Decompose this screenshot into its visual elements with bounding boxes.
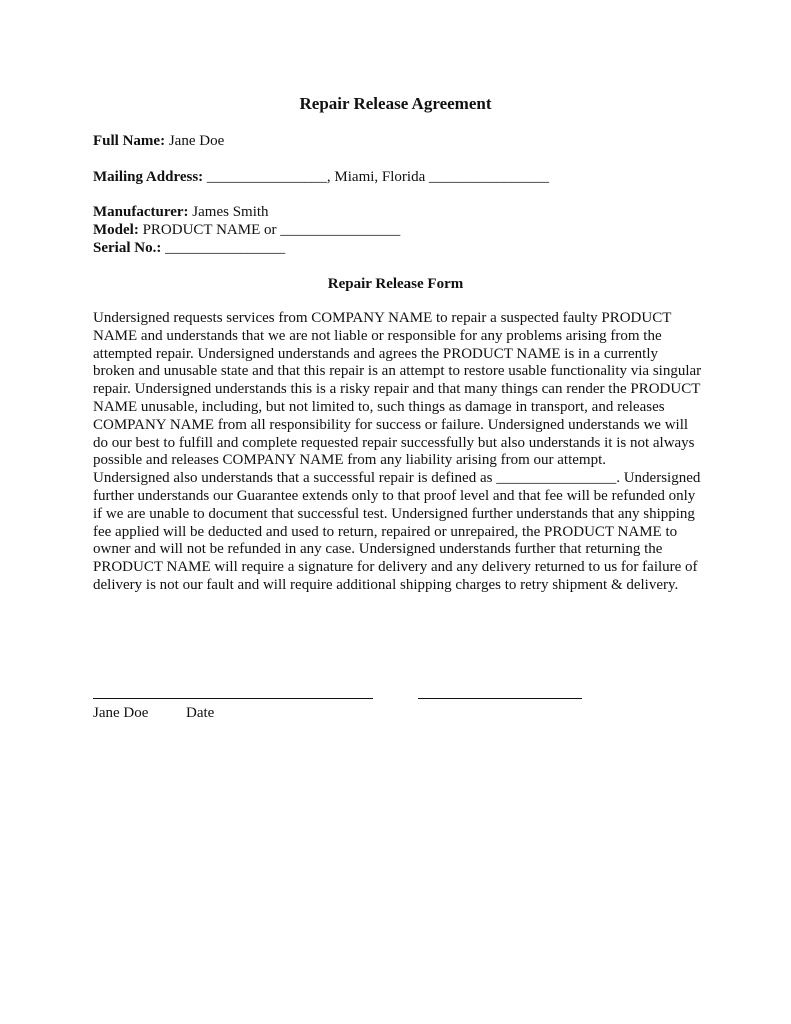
form-title: Repair Release Form xyxy=(327,276,464,292)
mailing-address-label: Mailing Address: xyxy=(93,169,204,185)
model-value: PRODUCT NAME or ________________ xyxy=(138,222,401,238)
model-field xyxy=(93,221,400,239)
signature-name: Jane Doe xyxy=(93,705,149,721)
agreement-body xyxy=(93,310,703,595)
manufacturer-label: Manufacturer: xyxy=(93,204,189,220)
serial-number-label: Serial No.: xyxy=(93,240,162,256)
serial-number-field xyxy=(93,239,285,257)
date-line xyxy=(418,698,582,699)
signature-date-label: Date xyxy=(186,705,215,721)
agreement-paragraph-1: Undersigned requests services from COMPANY NAME to repair a suspected faulty PRODUCT NAME and understands that we are not liable or responsible for any problems arising from the attempted repair. Undersigned understands and agrees the PRODUCT NAME is in a currently broken and unusable state and that this repair is an attempt to restore usable functionality via singular repair. Undersigned understands this is a risky repair and that many things can render the PRODUCT NAME unusable, including, but not limited to, such things as damage in transport, and releases COMPANY NAME from all responsibility for success or failure. Undersigned understands we will do our best to fulfill and complete requested repair successfully but also understands it is not always possible and releases COMPANY NAME from any liability arising from our attempt. xyxy=(93,310,702,469)
mailing-address-field xyxy=(93,168,549,186)
full-name-label: Full Name: xyxy=(93,133,166,149)
full-name-field xyxy=(93,132,224,150)
mailing-address-value: ________________, Miami, Florida ________________ xyxy=(203,169,549,185)
signature-line xyxy=(93,698,373,699)
full-name-value: Jane Doe xyxy=(165,133,225,149)
model-label: Model: xyxy=(93,222,139,238)
manufacturer-value: James Smith xyxy=(188,204,269,220)
manufacturer-field xyxy=(93,203,269,221)
agreement-paragraph-2: Undersigned also understands that a successful repair is defined as ________________. Undersigned further understands our Guarantee extends only to that proof level and that fee will be refunded only if we are unable to document that successful test. Undersigned further understands that any shipping fee applied will be deducted and used to return, repaired or unrepaired, the PRODUCT NAME to owner and will not be refunded in any case. Undersigned understands further that returning the PRODUCT NAME will require a signature for delivery and any delivery returned to us for failure of delivery is not our fault and will require additional shipping charges to retry shipment & delivery. xyxy=(93,470,701,593)
document-title: Repair Release Agreement xyxy=(299,94,492,113)
serial-number-value: ________________ xyxy=(161,240,286,256)
